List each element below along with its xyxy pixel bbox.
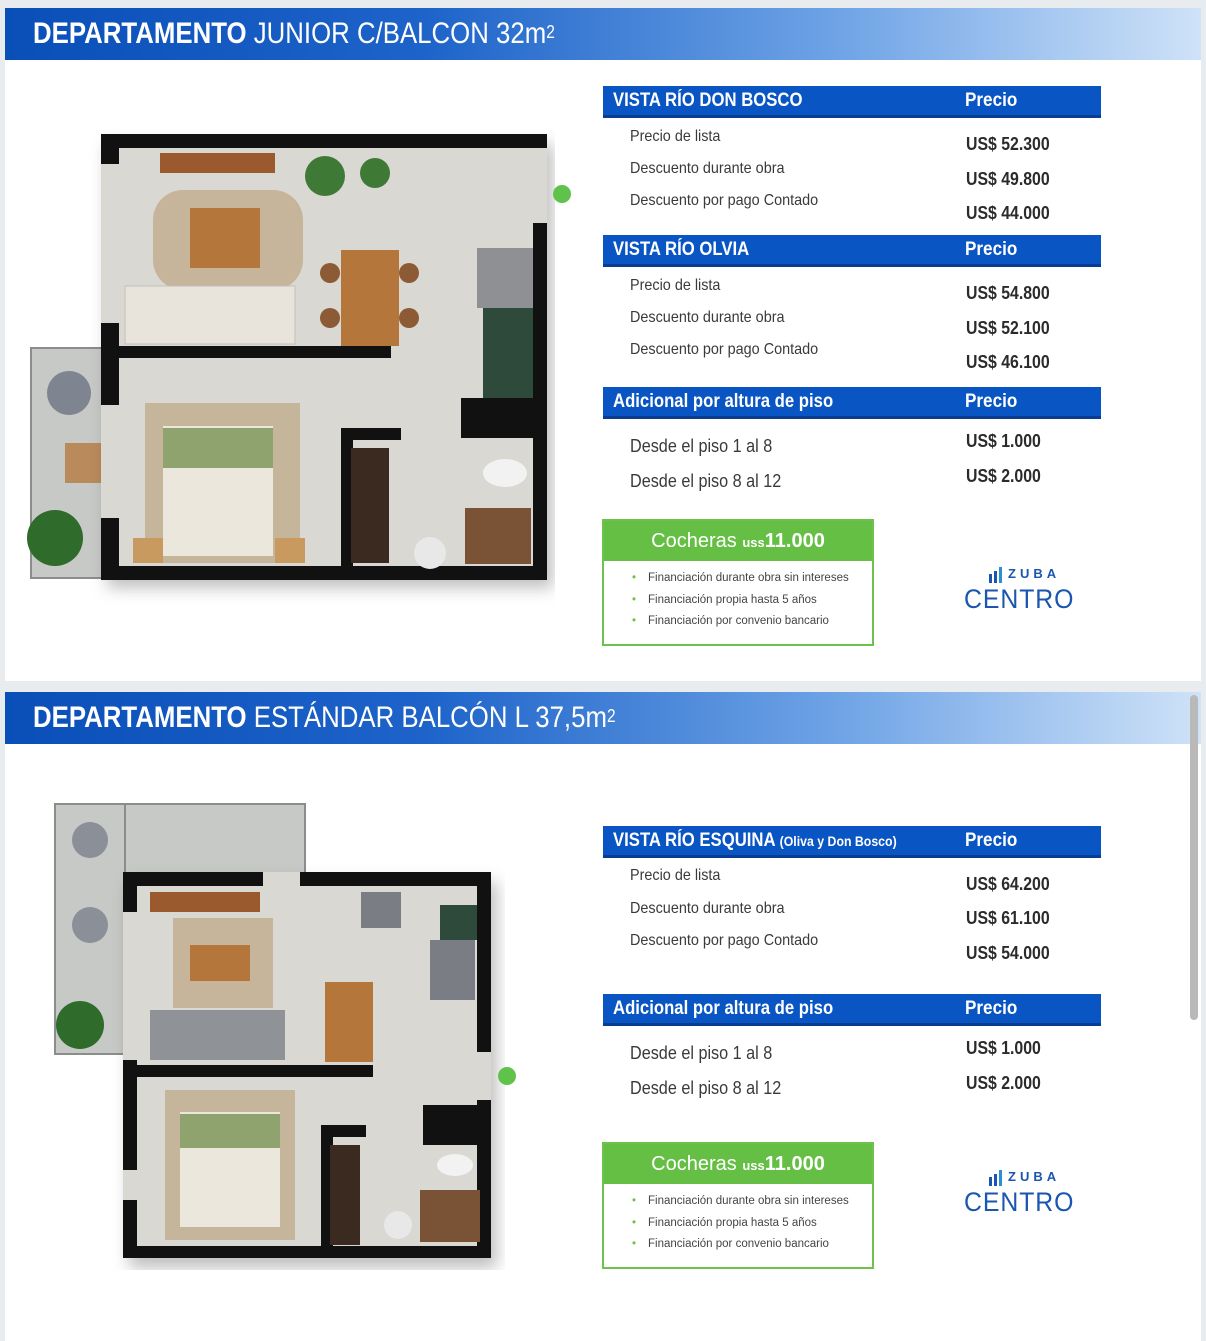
zuba-centro-logo: ZUBA CENTRO: [964, 1169, 1075, 1217]
section-title: [33, 16, 555, 52]
row-value: US$ 52.100: [966, 318, 1050, 338]
row-value: US$ 1.000: [966, 1038, 1041, 1058]
row-value: US$ 61.100: [966, 908, 1050, 928]
row-label: Precio de lista: [630, 277, 721, 294]
row-label: Descuento por pago Contado: [630, 932, 819, 949]
table-title: VISTA RÍO OLVIA: [613, 239, 750, 260]
section-banner: [5, 692, 1201, 744]
zuba-logo-bars-icon: [988, 1170, 1004, 1186]
cocheras-header: Cocheras uss11.000: [604, 521, 872, 561]
row-value: US$ 44.000: [966, 203, 1050, 223]
row-value: US$ 2.000: [966, 1073, 1041, 1093]
table-title: Adicional por altura de piso: [613, 998, 834, 1019]
title-rest: ESTÁNDAR BALCÓN L 37,5m: [253, 701, 607, 734]
row-label: Desde el piso 8 al 12: [630, 471, 782, 491]
scrollbar[interactable]: [1190, 695, 1198, 1020]
price-column-header: Precio: [965, 830, 1018, 851]
table-title: VISTA RÍO DON BOSCO: [613, 90, 803, 111]
floor-plan-illustration: [45, 800, 505, 1270]
row-value: US$ 46.100: [966, 352, 1050, 372]
price-table-header: [603, 235, 1101, 267]
cocheras-header: Cocheras uss11.000: [604, 1144, 872, 1184]
financing-list: [632, 1191, 849, 1256]
apartment-card-junior: [5, 8, 1201, 681]
title-sup: 2: [606, 706, 616, 726]
table-title: VISTA RÍO ESQUINA (Oliva y Don Bosco): [613, 830, 897, 851]
row-value: US$ 54.800: [966, 283, 1050, 303]
row-label: Precio de lista: [630, 128, 721, 145]
row-value: US$ 64.200: [966, 874, 1050, 894]
apartment-card-estandar: [5, 692, 1201, 1341]
price-column-header: Precio: [965, 90, 1018, 111]
row-value: US$ 54.000: [966, 943, 1050, 963]
table-title: Adicional por altura de piso: [613, 391, 834, 412]
list-item: • Financiación durante obra sin intereses: [632, 568, 849, 590]
price-column-header: Precio: [965, 391, 1018, 412]
row-label: Descuento por pago Contado: [630, 341, 819, 358]
cocheras-box: [602, 519, 874, 646]
green-dot: [498, 1067, 516, 1085]
list-item: • Financiación por convenio bancario: [632, 611, 849, 633]
list-item: • Financiación propia hasta 5 años: [632, 590, 849, 612]
zuba-logo-bars-icon: [988, 567, 1004, 583]
title-bold: DEPARTAMENTO: [33, 17, 247, 50]
title-sup: 2: [546, 22, 555, 42]
row-label: Desde el piso 1 al 8: [630, 436, 773, 456]
row-label: Precio de lista: [630, 867, 721, 884]
price-column-header: Precio: [965, 998, 1018, 1019]
row-label: Desde el piso 1 al 8: [630, 1043, 773, 1063]
title-bold: DEPARTAMENTO: [33, 701, 247, 734]
price-column-header: Precio: [965, 239, 1018, 260]
price-table-header: [603, 826, 1101, 858]
list-item: • Financiación por convenio bancario: [632, 1234, 849, 1256]
floor-table-header: [603, 387, 1101, 419]
row-value: US$ 1.000: [966, 431, 1041, 451]
financing-list: [632, 568, 849, 633]
price-table-header: [603, 86, 1101, 118]
green-dot: [553, 185, 571, 203]
floor-plan-illustration: [25, 128, 555, 618]
row-label: Desde el piso 8 al 12: [630, 1078, 782, 1098]
row-label: Descuento por pago Contado: [630, 192, 819, 209]
list-item: • Financiación propia hasta 5 años: [632, 1213, 849, 1235]
section-title: [33, 700, 616, 736]
cocheras-box: [602, 1142, 874, 1269]
row-value: US$ 2.000: [966, 466, 1041, 486]
row-label: Descuento durante obra: [630, 309, 785, 326]
row-label: Descuento durante obra: [630, 160, 785, 177]
row-value: US$ 49.800: [966, 169, 1050, 189]
title-rest: JUNIOR C/BALCON 32m: [253, 17, 547, 50]
floor-table-header: [603, 994, 1101, 1026]
zuba-centro-logo: ZUBA CENTRO: [964, 566, 1075, 614]
row-value: US$ 52.300: [966, 134, 1050, 154]
section-banner: [5, 8, 1201, 60]
list-item: • Financiación durante obra sin intereses: [632, 1191, 849, 1213]
row-label: Descuento durante obra: [630, 900, 785, 917]
